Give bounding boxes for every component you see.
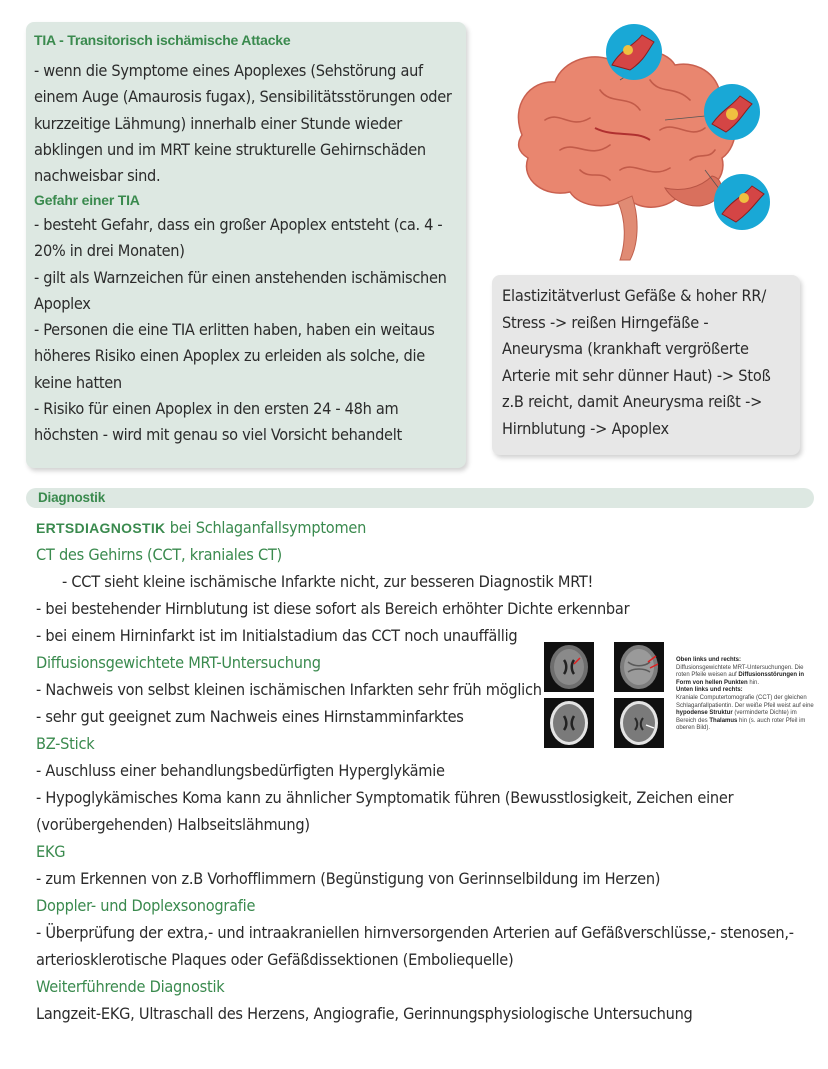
- bz-item: (vorübergehenden) Halbseitslähmung): [36, 815, 310, 834]
- caption-bottom-bold2: Thalamus: [709, 717, 738, 724]
- danger-item: - Risiko für einen Apoplex in den ersten 24 - 48h am höchsten - wird mit genau so viel Vorsicht behandelt: [34, 399, 402, 445]
- caption-bottom-text: Kraniale Computertomografie (CCT) der gleichen Schlaganfallpatientin. Der weiße Pfeil weist auf eine: [676, 694, 814, 709]
- mrt-item: - Nachweis von selbst kleinen ischämischen Infarkten sehr früh möglich: [36, 680, 542, 699]
- diagnostik-header-bar: [26, 488, 814, 508]
- ekg-heading: EKG: [36, 842, 66, 861]
- caption-top-end: hin.: [749, 679, 760, 686]
- tia-definition: - wenn die Symptome eines Apoplexes (Sehstörung auf einem Auge (Amaurosis fugax), Sensibilitätsstörungen oder kurzzeitige Lähmung) innerhalb einer Stunde wieder abklingen und im MRT keine strukturelle Gehirnschäden nachweisbar sind.: [34, 61, 452, 186]
- bz-item: - Hypoglykämisches Koma kann zu ähnlicher Symptomatik führen (Bewusstlosigkeit, Zeichen einer: [36, 788, 734, 807]
- danger-list: [34, 212, 459, 449]
- cct-scan-image: [614, 698, 664, 748]
- caption-top-title: Oben links und rechts:: [676, 657, 742, 663]
- caption-top-text: Diffusionsgewichtete MRT-Untersuchungen. Die roten Pfeile weisen auf: [676, 664, 804, 679]
- caption-bottom-text2: (verminderte Dichte) im Bereich des: [676, 710, 797, 724]
- aneurysm-vessel-icon-3: [714, 174, 770, 230]
- bz-item: - Auschluss einer behandlungsbedürfigten Hyperglykämie: [36, 761, 445, 780]
- ertsdiagnostik-label: ERTSDIAGNOSTIK: [36, 520, 166, 536]
- mrt-scan-image: [544, 642, 594, 692]
- danger-item: - Personen die eine TIA erlitten haben, haben ein weitaus höheres Risiko einen Apoplex zu erleiden als solche, die keine hatten: [34, 320, 435, 392]
- further-heading: Weiterführende Diagnostik: [36, 977, 225, 996]
- doppler-item: - Überprüfung der extra,- und intraakraniellen hirnversorgenden Arterien auf Gefäßverschlüsse,- stenosen,-: [36, 923, 794, 942]
- danger-item: - besteht Gefahr, dass ein großer Apoplex entsteht (ca. 4 - 20% in drei Monaten): [34, 215, 443, 261]
- aneurysm-text: Elastizitätverlust Gefäße & hoher RR/ Stress -> reißen Hirngefäße - Aneurysma (krankhaft vergrößerte Arterie mit sehr dünner Haut) -> Stoß z.B reicht, damit Aneurysma reißt -> Hirnblutung -> Apoplex: [502, 286, 771, 438]
- ct-item: - bei bestehender Hirnblutung ist diese sofort als Bereich erhöhter Dichte erkennbar: [36, 599, 630, 618]
- ct-heading: CT des Gehirns (CCT, kraniales CT): [36, 545, 282, 564]
- doppler-heading: Doppler- und Doplexsonografie: [36, 896, 256, 915]
- mrt-item: - sehr gut geeignet zum Nachweis eines Hirnstamminfarktes: [36, 707, 464, 726]
- ertsdiagnostik-line: [36, 518, 366, 537]
- brain-icon: [518, 51, 735, 260]
- scan-caption: [676, 657, 816, 733]
- further-text: Langzeit-EKG, Ultraschall des Herzens, Angiografie, Gerinnungsphysiologische Untersuchung: [36, 1004, 693, 1023]
- tia-paragraph: [34, 58, 459, 189]
- caption-bottom-end: hin (s. auch roter Pfeil im oberen Bild).: [676, 717, 806, 732]
- diagnostik-title: Diagnostik: [38, 490, 106, 505]
- danger-item: - gilt als Warnzeichen für einen anstehenden ischämischen Apoplex: [34, 267, 447, 313]
- doppler-item: arteriosklerotische Plaques oder Gefäßdissektionen (Emboliequelle): [36, 950, 514, 969]
- mrt-scan-image: [614, 642, 664, 692]
- ekg-item: - zum Erkennen von z.B Vorhofflimmern (Begünstigung von Gerinnselbildung im Herzen): [36, 869, 661, 888]
- tia-box: [26, 22, 466, 468]
- aneurysm-vessel-icon-1: [606, 24, 662, 80]
- brain-aneurysm-illustration: [500, 20, 780, 268]
- ct-item: - bei einem Hirninfarkt ist im Initialstadium das CCT noch unauffällig: [36, 626, 518, 645]
- caption-top-bold: Diffusionsstörungen in Form von hellen Punkten: [676, 672, 805, 686]
- aneurysm-box: [492, 275, 800, 455]
- danger-title: Gefahr einer TIA: [34, 192, 140, 208]
- ct-item: - CCT sieht kleine ischämische Infarkte nicht, zur besseren Diagnostik MRT!: [62, 572, 594, 591]
- bz-heading: BZ-Stick: [36, 734, 95, 753]
- aneurysm-vessel-icon-2: [704, 84, 760, 140]
- mrt-heading: Diffusionsgewichtete MRT-Untersuchung: [36, 653, 321, 672]
- caption-bottom-bold: hypodense Struktur: [676, 710, 733, 717]
- caption-bottom-title: Unten links und rechts:: [676, 687, 743, 694]
- cct-scan-image: [544, 698, 594, 748]
- ertsdiagnostik-rest: bei Schlaganfallsymptomen: [165, 518, 367, 537]
- tia-title: TIA - Transitorisch ischämische Attacke: [34, 32, 291, 48]
